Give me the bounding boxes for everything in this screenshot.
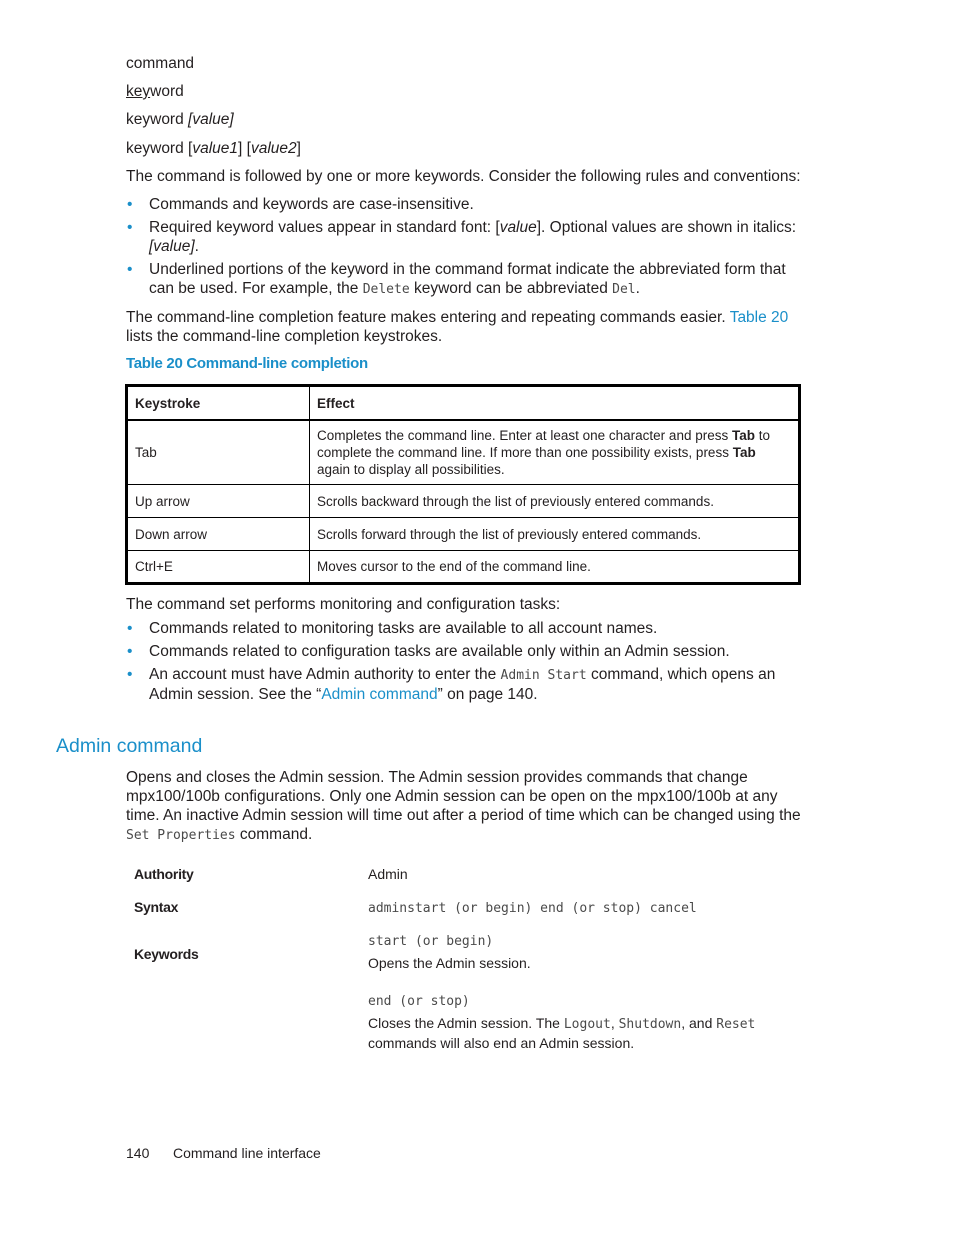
table-row xyxy=(127,420,800,485)
rule-text: . xyxy=(635,280,640,297)
bullet-icon: • xyxy=(127,643,133,660)
value2: value2 xyxy=(250,140,297,157)
rules-intro: The command is followed by one or more keywords. Consider the following rules and conventions: xyxy=(126,168,801,185)
keyword-text: keyword [ xyxy=(126,140,193,157)
bullet-icon: • xyxy=(127,196,133,213)
table-20-link[interactable]: Table 20 xyxy=(729,309,789,326)
item-text: Commands related to configuration tasks are available only within an Admin session. xyxy=(149,643,730,660)
keystroke-cell: Up arrow xyxy=(127,485,310,518)
table-row xyxy=(127,518,800,551)
paragraph-text: Opens and closes the Admin session. The Admin session provides commands that change mpx100/100b configurations. Only one Admin session can be open on the mpx100/100b at any time. An inactive Admin session will time out after a period of time which can be changed using the xyxy=(126,769,801,824)
section-heading: Admin command xyxy=(56,735,203,757)
rule-value: [value] xyxy=(149,238,195,255)
paragraph-text: command. xyxy=(235,826,313,843)
code-reset: Reset xyxy=(716,1017,756,1032)
keystroke-cell: Down arrow xyxy=(127,518,310,551)
bracket-end: ] xyxy=(296,140,301,157)
rule-item xyxy=(127,260,799,299)
syntax-form-keyword-values xyxy=(126,139,301,158)
code-logout: Logout xyxy=(563,1017,611,1032)
desc-text: , xyxy=(610,1015,619,1031)
keyword-start-desc: Opens the Admin session. xyxy=(368,955,531,971)
rule-text: ]. Optional values are shown in italics: xyxy=(536,219,797,236)
keyword-end-code: end (or stop) xyxy=(368,994,470,1009)
bullet-icon: • xyxy=(127,261,133,278)
authority-value: Admin xyxy=(368,866,408,882)
syntax-label: Syntax xyxy=(134,899,179,915)
keyword-start-code: start (or begin) xyxy=(368,934,494,949)
table-header-row xyxy=(127,386,800,421)
effect-text: Completes the command line. Enter at least one character and press xyxy=(317,428,732,443)
code-del: Del xyxy=(612,282,636,297)
keyword-end-desc xyxy=(368,1014,788,1052)
bullet-icon: • xyxy=(127,219,133,236)
effect-cell xyxy=(310,420,800,485)
table-row xyxy=(127,485,800,518)
command-set-item xyxy=(127,642,809,661)
keystroke-cell: Ctrl+E xyxy=(127,551,310,584)
rule-item xyxy=(127,195,809,214)
admin-command-link[interactable]: Admin command xyxy=(321,686,438,703)
code-set-properties: Set Properties xyxy=(126,828,236,843)
effect-cell: Scrolls backward through the list of previously entered commands. xyxy=(310,485,800,518)
rule-value: value xyxy=(499,219,537,236)
completion-table xyxy=(125,384,801,585)
rule-text: . xyxy=(194,238,199,255)
rule-item xyxy=(127,218,809,256)
bullet-icon: • xyxy=(127,620,133,637)
keystroke-cell: Tab xyxy=(127,420,310,485)
keywords-label: Keywords xyxy=(134,946,199,962)
rule-text: Required keyword values appear in standard font: [ xyxy=(149,219,500,236)
desc-text: Closes the Admin session. The xyxy=(368,1015,564,1031)
desc-text: , and xyxy=(681,1015,717,1031)
value1: value1 xyxy=(192,140,239,157)
optional-value: [value] xyxy=(188,111,234,128)
tab-key-bold: Tab xyxy=(731,428,755,443)
rule-text: Commands and keywords are case-insensitive. xyxy=(149,196,474,213)
abbreviated-part: key xyxy=(126,83,151,100)
paragraph-text: The command-line completion feature makes entering and repeating commands easier. xyxy=(126,309,730,326)
authority-label: Authority xyxy=(134,866,194,882)
header-effect: Effect xyxy=(310,386,800,421)
syntax-form-command: command xyxy=(126,55,195,72)
header-keystroke: Keystroke xyxy=(127,386,310,421)
syntax-form-keyword xyxy=(126,82,184,101)
keyword-rest: word xyxy=(150,83,184,100)
rule-text: keyword can be abbreviated xyxy=(409,280,613,297)
section-paragraph xyxy=(126,768,806,845)
code-shutdown: Shutdown xyxy=(618,1017,682,1032)
syntax-value: adminstart (or begin) end (or stop) cancel xyxy=(368,901,697,916)
command-set-item xyxy=(127,619,809,638)
effect-cell: Scrolls forward through the list of previously entered commands. xyxy=(310,518,800,551)
effect-text: again to display all possibilities. xyxy=(317,462,505,477)
table-row xyxy=(127,551,800,584)
table-caption: Table 20 Command-line completion xyxy=(126,355,368,372)
tab-key-bold: Tab xyxy=(732,445,756,460)
code-admin-start: Admin Start xyxy=(500,668,587,683)
desc-text: commands will also end an Admin session. xyxy=(368,1035,635,1051)
item-text: command, which opens an Admin session. See the “ xyxy=(149,666,776,703)
completion-paragraph xyxy=(126,308,806,346)
code-delete: Delete xyxy=(362,282,410,297)
item-text: ” on page 140. xyxy=(437,686,538,703)
item-text: Commands related to monitoring tasks are available to all account names. xyxy=(149,620,658,637)
page-number: 140 xyxy=(126,1145,150,1161)
bullet-icon: • xyxy=(127,666,133,683)
effect-text: to complete the command line. If more than one possibility exists, press xyxy=(317,428,770,460)
syntax-form-keyword-value xyxy=(126,110,234,129)
command-set-item xyxy=(127,665,799,704)
rule-text: Underlined portions of the keyword in the command format indicate the abbreviated form that can be used. For example, the xyxy=(149,261,786,297)
keyword-text: keyword xyxy=(126,111,189,128)
bracket-sep: ] [ xyxy=(238,140,251,157)
item-text: An account must have Admin authority to enter the xyxy=(149,666,501,683)
footer-chapter: Command line interface xyxy=(173,1145,321,1161)
paragraph-text: lists the command-line completion keystrokes. xyxy=(126,328,443,345)
command-set-intro: The command set performs monitoring and configuration tasks: xyxy=(126,596,561,613)
effect-cell: Moves cursor to the end of the command line. xyxy=(310,551,800,584)
